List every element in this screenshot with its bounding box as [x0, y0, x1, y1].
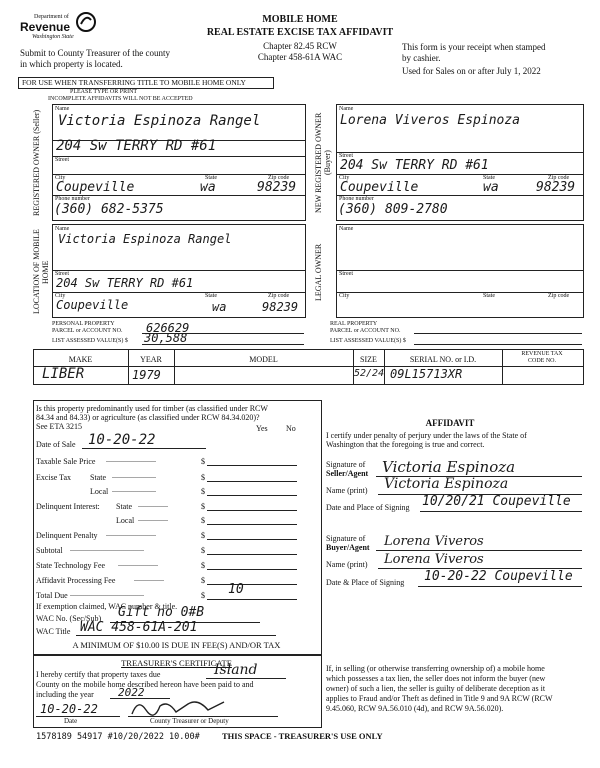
legal-name-label: Name — [339, 226, 354, 232]
receipt-line2: by cashier. — [402, 53, 441, 63]
seller-phone-label: Phone number — [55, 196, 90, 202]
excise-state-dollar: $ — [201, 473, 205, 482]
use-when-text: FOR USE WHEN TRANSFERRING TITLE TO MOBILE HOME ONLY — [22, 78, 246, 87]
seller-name: Victoria Espinoza Rangel — [58, 113, 261, 129]
delinq-local-dots: ............... — [138, 514, 168, 523]
affidavit-heading: AFFIDAVIT — [425, 418, 475, 428]
location-name: Victoria Espinoza Rangel — [58, 232, 232, 246]
personal-property-label-2: PARCEL or ACCOUNT NO. — [52, 328, 123, 334]
wac-no-label: WAC No. (Sec/Sub) — [36, 614, 102, 623]
taxable-sale-price-label: Taxable Sale Price — [36, 457, 96, 466]
location-zip: 98239 — [262, 300, 299, 314]
timber-q2: 84.34 and 84.33) or agriculture (as classified under RCW 84.34.020)? — [36, 413, 260, 422]
notice-line2: which possesses a tax lien, the seller does not inform the buyer (new — [326, 674, 546, 683]
seller-side-label: REGISTERED OWNER (Seller) — [32, 109, 41, 217]
location-street: 204 Sw TERRY RD #61 — [56, 276, 194, 290]
buyer-street: 204 Sw TERRY RD #61 — [340, 158, 489, 173]
buyer-date-place: 10-20-22 Coupeville — [424, 569, 573, 584]
delinquent-penalty-label: Delinquent Penalty — [36, 531, 98, 540]
date-of-sale-label: Date of Sale — [36, 440, 76, 449]
buyer-city: Coupeville — [340, 180, 419, 195]
location-zip-label: Zip code — [268, 293, 290, 299]
buyer-phone-label: Phone number — [339, 196, 374, 202]
buyer-date-place-label: Date & Place of Signing — [326, 578, 405, 587]
delinquent-state-label: State — [116, 502, 132, 511]
location-street-label: Street — [55, 271, 69, 277]
vehicle-serial: 09L15713XR — [390, 367, 463, 381]
treasurer-heading: TREASURER'S CERTIFICATE — [121, 658, 232, 668]
treasurer-year: 2022 — [118, 686, 145, 699]
treasurer-line2: County on the mobile home described hereon have been paid to and — [36, 680, 254, 689]
form-title-2: REAL ESTATE EXCISE TAX AFFIDAVIT — [206, 27, 394, 38]
treasurer-date-label: Date — [64, 717, 78, 725]
personal-property-label-1: PERSONAL PROPERTY — [52, 321, 115, 327]
seller-date-place-label: Date and Place of Signing — [326, 503, 410, 512]
total-due-label: Total Due — [36, 591, 68, 600]
col-serial: SERIAL NO. or I.D. — [409, 355, 477, 364]
treasurer-stamp: 1578189 54917 #10/20/2022 10.00# — [36, 732, 200, 742]
agency-line1: Department of — [34, 14, 69, 20]
taxable-dots: ......................... — [106, 455, 156, 464]
subtotal-dollar: $ — [201, 546, 205, 555]
legal-owner-box — [336, 224, 584, 318]
buyer-street-label: Street — [339, 153, 353, 159]
list-assessed-real-label: LIST ASSESSED VALUE(S) $ — [330, 338, 406, 344]
submit-line1: Submit to County Treasurer of the county — [20, 48, 170, 58]
chapter-1: Chapter 82.45 RCW — [263, 41, 337, 51]
delinquent-state-dollar: $ — [201, 502, 205, 511]
agency-line3: Washington State — [32, 34, 74, 40]
excise-local-dots: ...................... — [112, 485, 156, 494]
buyer-phone: (360) 809-2780 — [338, 202, 448, 217]
treasurer-date: 10-20-22 — [40, 702, 98, 716]
buyer-name-label: Name — [339, 106, 354, 112]
excise-local-dollar: $ — [201, 487, 205, 496]
excise-state-label: State — [90, 473, 106, 482]
delinq-state-dots: ............... — [138, 500, 168, 509]
treasurer-county-label: County Treasurer or Deputy — [150, 717, 229, 725]
seller-zip: 98239 — [257, 180, 297, 195]
treasurer-line3: including the year — [36, 690, 94, 699]
notice-line4: applies to Fraud and/or Theft as defined in Title 9 and 9A RCW (RCW — [326, 694, 553, 703]
submit-line2: in which property is located. — [20, 59, 123, 69]
incomplete-notice: INCOMPLETE AFFIDAVITS WILL NOT BE ACCEPTED — [48, 96, 193, 102]
legal-owner-side-label: LEGAL OWNER — [314, 243, 323, 301]
buyer-state-label: State — [483, 175, 495, 181]
buyer-name-print: Lorena Viveros — [384, 552, 484, 567]
seller-sig-label1: Signature of — [326, 460, 366, 469]
buyer-state: wa — [483, 180, 499, 195]
seller-phone: (360) 682-5375 — [54, 202, 164, 217]
location-state: wa — [212, 300, 227, 314]
seller-state: wa — [200, 180, 216, 195]
seller-name-label: Name — [55, 106, 70, 112]
date-of-sale: 10-20-22 — [88, 432, 156, 448]
legal-city-label: City — [339, 293, 350, 299]
treasurer-signature-scribble — [128, 696, 238, 718]
seller-zip-label: Zip code — [268, 175, 290, 181]
agency-line2: Revenue — [20, 20, 71, 34]
minimum-notice: A MINIMUM OF $10.00 IS DUE IN FEE(S) AND/OR TAX — [72, 640, 281, 650]
seller-signature: Victoria Espinoza — [382, 458, 516, 476]
affidavit-text2: Washington that the foregoing is true and correct. — [326, 440, 485, 449]
seller-street: 204 Sw TERRY RD #61 — [56, 138, 217, 154]
location-state-label: State — [205, 293, 217, 299]
timber-q3: See ETA 3215 — [36, 422, 83, 431]
treasurer-island: Island — [214, 662, 258, 678]
real-property-label-1: REAL PROPERTY — [330, 321, 378, 327]
real-property-label-2: PARCEL or ACCOUNT NO. — [330, 328, 401, 334]
taxable-dollar: $ — [201, 457, 205, 466]
buyer-name: Lorena Viveros Espinoza — [340, 113, 521, 128]
col-rev-tax-2: CODE NO. — [528, 358, 556, 364]
buyer-sig-label2: Buyer/Agent — [326, 543, 370, 552]
total-dollar: $ — [201, 591, 205, 600]
seller-city: Coupeville — [56, 180, 135, 195]
penalty-dots: ......................... — [106, 529, 156, 538]
notice-line3: owner) of such a lien, the seller is guilty of deliberate deception as it — [326, 684, 546, 693]
personal-assessed: 30,588 — [144, 331, 188, 345]
vehicle-size: 52/24 — [354, 368, 385, 379]
legal-zip-label: Zip code — [548, 293, 570, 299]
seller-city-label: City — [55, 175, 66, 181]
vehicle-make: LIBER — [42, 366, 85, 382]
list-assessed-label: LIST ASSESSED VALUE(S) $ — [52, 338, 128, 344]
wac-title: WAC 458-61A-201 — [80, 620, 198, 635]
dor-swirl-icon — [76, 12, 96, 32]
location-side-label: LOCATION OF MOBILE HOME — [32, 229, 50, 315]
treasurer-line1: I hereby certify that property taxes due — [36, 670, 161, 679]
exemption-line: If exemption claimed, WAC number & title. — [36, 602, 178, 611]
subtotal-label: Subtotal — [36, 546, 63, 555]
seller-state-label: State — [205, 175, 217, 181]
buyer-zip: 98239 — [536, 180, 576, 195]
delinquent-interest-label: Delinquent Interest: — [36, 502, 100, 511]
excise-state-dots: ...................... — [112, 471, 156, 480]
subtotal-dots: ..................................... — [70, 544, 144, 553]
excise-local-label: Local — [90, 487, 109, 496]
tech-dollar: $ — [201, 561, 205, 570]
affidavit-fee-label: Affidavit Processing Fee — [36, 576, 116, 585]
location-city-label: City — [55, 293, 66, 299]
delinquent-local-dollar: $ — [201, 516, 205, 525]
col-rev-tax-1: REVENUE TAX — [521, 351, 563, 357]
receipt-line1: This form is your receipt when stamped — [402, 42, 546, 52]
notice-line1: If, in selling (or otherwise transferring ownership of) a mobile home — [326, 664, 545, 673]
seller-street-label: Street — [55, 157, 69, 163]
col-size: SIZE — [360, 355, 377, 364]
seller-date-place: 10/20/21 Coupeville — [422, 494, 571, 509]
total-due-value: 10 — [228, 582, 244, 597]
seller-name-print: Victoria Espinoza — [384, 476, 509, 492]
buyer-city-label: City — [339, 175, 350, 181]
excise-tax-label: Excise Tax — [36, 473, 72, 482]
buyer-name-print-label: Name (print) — [326, 560, 368, 569]
receipt-line3: Used for Sales on or after July 1, 2022 — [402, 66, 541, 76]
total-dots: ..................................... — [70, 589, 144, 598]
timber-no: No — [286, 424, 296, 433]
seller-sig-label2: Seller/Agent — [326, 469, 369, 478]
aff-dots: ............... — [134, 574, 164, 583]
col-year: YEAR — [140, 355, 162, 364]
dor-logo — [20, 12, 98, 46]
seller-name-print-label: Name (print) — [326, 486, 368, 495]
buyer-signature: Lorena Viveros — [384, 534, 484, 549]
location-name-label: Name — [55, 226, 70, 232]
col-make: MAKE — [68, 355, 93, 364]
vehicle-year: 1979 — [132, 368, 161, 382]
affidavit-text1: I certify under penalty of perjury under the laws of the State of — [326, 431, 527, 440]
penalty-dollar: $ — [201, 531, 205, 540]
notice-line5: 9.45.060, RCW 9A.56.010 (4d), and RCW 9A.56.020). — [326, 704, 504, 713]
chapter-2: Chapter 458-61A WAC — [257, 52, 343, 62]
wac-title-label: WAC Title — [36, 627, 71, 636]
location-city: Coupeville — [56, 298, 129, 312]
aff-dollar: $ — [201, 576, 205, 585]
buyer-side-label: NEW REGISTERED OWNER (Buyer) — [314, 112, 332, 214]
type-or-print: PLEASE TYPE OR PRINT — [70, 89, 138, 95]
legal-state-label: State — [483, 293, 495, 299]
treasurer-use-only: THIS SPACE - TREASURER'S USE ONLY — [222, 731, 383, 741]
timber-yes: Yes — [256, 424, 268, 433]
delinquent-local-label: Local — [116, 516, 135, 525]
personal-parcel: 626629 — [146, 321, 190, 335]
state-tech-fee-label: State Technology Fee — [36, 561, 106, 570]
wac-no: Gift no 0#B — [118, 605, 205, 620]
col-model: MODEL — [249, 355, 278, 364]
form-title-1: MOBILE HOME — [262, 14, 338, 25]
legal-street-label: Street — [339, 271, 353, 277]
buyer-zip-label: Zip code — [548, 175, 570, 181]
tech-dots: .................... — [118, 559, 158, 568]
timber-q1: Is this property predominantly used for timber (as classified under RCW — [36, 404, 268, 413]
buyer-sig-label1: Signature of — [326, 534, 366, 543]
